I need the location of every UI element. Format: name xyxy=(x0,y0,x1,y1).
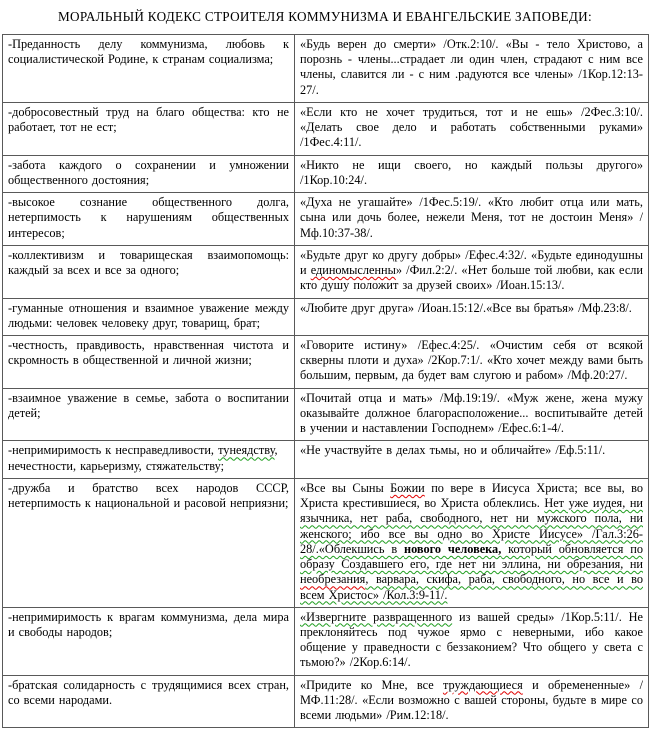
moral-code-cell xyxy=(3,102,295,155)
text-segment: -взаимное уважение в семье, забота о воспитании детей; xyxy=(8,390,289,420)
text-segment: Божии xyxy=(390,480,425,495)
table-row xyxy=(3,478,649,607)
text-segment: «Любите друг друга» /Иоан.15:12/.«Все вы братья» /Мф.23:8/. xyxy=(300,300,632,315)
gospel-cell xyxy=(295,298,649,335)
text-segment: -добросовестный труд на благо общества: кто не работает, тот не ест; xyxy=(8,104,289,135)
text-segment: «Будь верен до смерти» /Отк.2:10/. «Вы - тело Христово, а порознь - члены...страдает ли один член, страдают с ним все члены, славится ли - с ним .радуются все члены» /1Кор.12:13-27/. xyxy=(300,37,643,97)
text-segment: -непримиримость к несправедливости, xyxy=(8,443,219,458)
text-segment: единомысленны xyxy=(310,263,396,278)
moral-code-cell xyxy=(3,675,295,728)
text-segment: «Почитай отца и мать» /Мф.19:19/. «Муж жене, жена мужу оказывайте должное благорасположение... воспитывайте детей в учении и наставлении Господнем» /Ефес.6:1-4/. xyxy=(300,390,643,436)
table-row xyxy=(3,675,649,728)
gospel-cell xyxy=(295,102,649,155)
moral-code-cell xyxy=(3,245,295,298)
text-segment: тунеядству xyxy=(218,443,275,458)
text-segment: Нет уже иудея, ни язычника, нет раба, свободного, нет ни мужского пола, ни женского; ибо все вы одно во Христе Иисусе» /Гал.3:26-28/.«Облекшись в xyxy=(300,496,643,556)
moral-code-cell xyxy=(3,441,295,478)
text-segment: из вашей среды» /1Кор.5:11/. Не преклоняйтесь под чужое ярмо с неверными, ибо какое общение у праведности с беззаконием? Что общего у света с тьмою?» /2Кор.6:14/. xyxy=(300,609,643,670)
moral-code-cell xyxy=(3,478,295,607)
text-segment: -высокое сознание общественного долга, нетерпимость к нарушениям общественных интересов; xyxy=(8,195,289,240)
gospel-cell xyxy=(295,441,649,478)
text-segment: и обремененные» /МФ.11:28/. «Если возможно с вашей стороны, будьте в мире со всеми людьми» /Рим.12:18/. xyxy=(300,677,643,723)
text-segment: » /Фил.2:2/. «Нет больше той любви, как если кто душу положит за друзей своих» /Иоан.15:13/. xyxy=(300,263,643,293)
text-segment: -братская солидарность с трудящимися всех стран, со всеми народами. xyxy=(8,677,289,707)
text-segment: «Говорите истину» /Ефес.4:25/. «Очистим себя от всякой скверны плоти и духа» /2Кор.7:1/. «Кто хочет между вами быть большим, первым, да будет вам слугою и рабом» /Мф.20:27/. xyxy=(300,337,643,383)
moral-code-cell xyxy=(3,607,295,675)
text-segment: -гуманные отношения и взаимное уважение между людьми: человек человеку друг, товарищ, брат; xyxy=(8,300,289,330)
text-segment: , варвара, скифа, раба, свободного, но все и во всем Христос» /Кол.3:9-11/. xyxy=(300,572,643,602)
text-segment: труждающиеся xyxy=(442,677,523,692)
gospel-cell xyxy=(295,607,649,675)
text-segment: -честность, правдивость, нравственная чистота и скромность в общественной и личной жизни; xyxy=(8,337,289,368)
table-row xyxy=(3,102,649,155)
moral-code-cell xyxy=(3,155,295,192)
table-row xyxy=(3,441,649,478)
codex-table-body xyxy=(3,35,649,728)
codex-table xyxy=(2,34,649,728)
text-segment: , нечестности, карьеризму, стяжательству; xyxy=(8,443,278,473)
moral-code-cell xyxy=(3,388,295,441)
gospel-cell xyxy=(295,478,649,607)
table-row xyxy=(3,245,649,298)
table-row xyxy=(3,335,649,388)
text-segment: «Духа не угашайте» /1Фес.5:19/. «Кто любит отца или мать, сына или дочь более, нежели Меня, тот не достоин Меня» /Мф.10:37-38/. xyxy=(300,195,643,240)
gospel-cell xyxy=(295,388,649,441)
gospel-cell xyxy=(295,35,649,103)
text-segment: «Не участвуйте в делах тьмы, но и обличайте» /Еф.5:11/. xyxy=(300,443,606,458)
moral-code-cell xyxy=(3,298,295,335)
table-row xyxy=(3,155,649,192)
table-row xyxy=(3,607,649,675)
text-segment: «Будьте друг ко другу добры» /Ефес.4:32/. «Будьте единодушны и xyxy=(300,247,643,278)
text-segment: «Извергните развращенного xyxy=(300,609,453,624)
text-segment: -непримиримость к врагам коммунизма, дела мира и свободы народов; xyxy=(8,609,289,639)
table-row xyxy=(3,388,649,441)
moral-code-cell xyxy=(3,335,295,388)
text-segment: -дружба и братство всех народов СССР, нетерпимость к национальной и расовой неприязни; xyxy=(8,480,289,511)
text-segment: «Придите ко Мне, все xyxy=(300,677,443,692)
gospel-cell xyxy=(295,193,649,246)
text-segment: необрезания xyxy=(300,572,366,587)
text-segment: -Преданность делу коммунизма, любовь к социалистической Родине, к странам социализма; xyxy=(8,37,289,67)
text-segment: -забота каждого о сохранении и умножении общественного достояния; xyxy=(8,157,289,187)
text-segment: «Никто не ищи своего, но каждый пользы другого» /1Кор.10:24/. xyxy=(300,157,643,187)
text-segment: «Если кто не хочет трудиться, тот и не ешь» /2Фес.3:10/. «Делать свое дело и работать собственными руками» /1Фес.4:11/. xyxy=(300,104,643,150)
table-row xyxy=(3,298,649,335)
text-segment: -коллективизм и товарищеская взаимопомощь: каждый за всех и все за одного; xyxy=(8,247,289,278)
text-segment: нового человека, xyxy=(404,541,502,556)
table-row xyxy=(3,193,649,246)
gospel-cell xyxy=(295,245,649,298)
text-segment: по вере в Иисуса Христа; все вы, во Христа крестившиеся, во Христа облеклись. xyxy=(300,480,643,511)
text-segment: «Все вы Сыны xyxy=(300,480,391,495)
moral-code-cell xyxy=(3,193,295,246)
gospel-cell xyxy=(295,155,649,192)
moral-code-cell xyxy=(3,35,295,103)
gospel-cell xyxy=(295,675,649,728)
text-segment: который обновляется по образу Создавшего его, где нет ни эллина, ни обрезания, ни xyxy=(300,541,643,572)
gospel-cell xyxy=(295,335,649,388)
table-row xyxy=(3,35,649,103)
page-title: МОРАЛЬНЫЙ КОДЕКС СТРОИТЕЛЯ КОММУНИЗМА И ЕВАНГЕЛЬСКИЕ ЗАПОВЕДИ: xyxy=(58,9,592,24)
